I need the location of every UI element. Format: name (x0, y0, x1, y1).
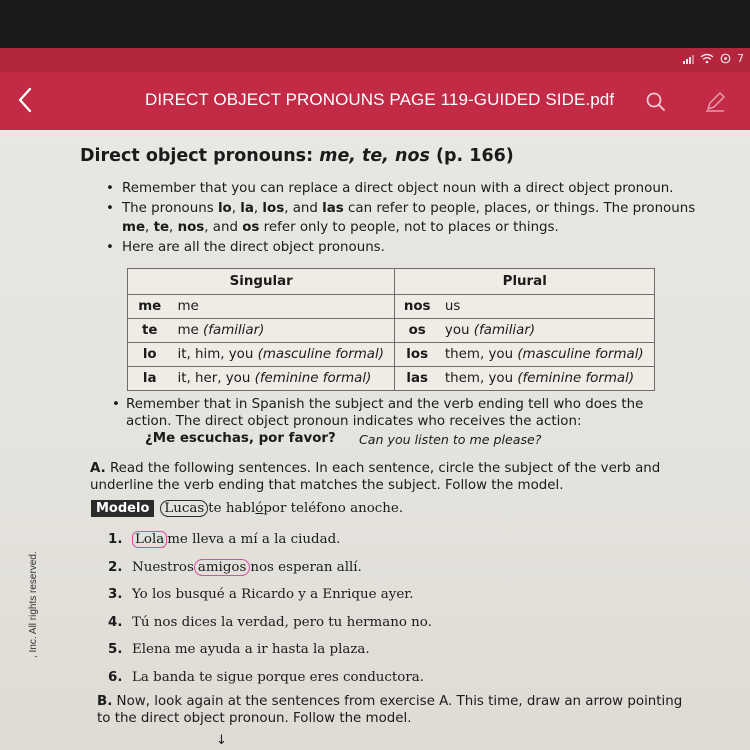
bullet-2-me: me (122, 220, 146, 235)
meaning-note: (masculine formal) (257, 347, 384, 362)
exercise-b-instructions (97, 693, 697, 727)
status-bar (0, 48, 750, 72)
meaning-note: (familiar) (203, 323, 265, 338)
plural-pronoun: las (395, 367, 439, 391)
pdf-nav-bar (0, 72, 750, 130)
table-row (128, 295, 655, 319)
search-icon (644, 90, 668, 114)
item-number: 4. (108, 614, 123, 630)
sentence-text: Yo los busqué a Ricardo y a Enrique ayer. (132, 587, 414, 603)
plural-header: Plural (395, 269, 655, 295)
table-row (128, 319, 655, 343)
intro-bullets (104, 179, 704, 257)
meaning-note: (feminine formal) (254, 371, 372, 386)
exercise-a-label: A. (90, 461, 106, 476)
bullet-2-nos: nos (177, 220, 205, 235)
sentence-text: Tú nos dices la verdad, pero tu hermano no. (132, 614, 432, 630)
meaning-text: me (177, 299, 199, 314)
plural-meaning (439, 343, 655, 367)
document-title: DIRECT OBJECT PRONOUNS PAGE 119-GUIDED SIDE.pdf (145, 90, 615, 109)
bullet-2-text: The pronouns (122, 200, 218, 216)
meaning-text: them, you (444, 371, 518, 386)
bullet-2-sep: , (169, 220, 178, 235)
item-number: 1. (108, 532, 123, 548)
signal-icon (683, 54, 694, 64)
meaning-text: them, you (444, 347, 518, 362)
wifi-icon (700, 53, 714, 64)
model-verb: te habl (208, 501, 256, 516)
singular-meaning (172, 343, 395, 367)
bullet-2-te: te (153, 220, 170, 235)
back-button[interactable] (8, 80, 42, 120)
plural-pronoun: los (395, 343, 439, 367)
plural-meaning (439, 367, 655, 391)
list-item (108, 609, 432, 637)
bullet-2-os: os (242, 220, 260, 235)
heading-page-ref: (p. 166) (429, 146, 514, 166)
arrow-down-icon: ↓ (216, 733, 227, 748)
meaning-text: it, her, you (177, 371, 255, 386)
bullet-1: • Remember that you can replace a direct object noun with a direct object pronoun. (104, 179, 704, 199)
singular-pronoun: la (128, 367, 172, 391)
bullet-2-sep: , and (204, 220, 243, 235)
pdf-page (0, 130, 750, 750)
bullet-2-la: la (240, 200, 254, 216)
sentence-text: Elena me ayuda a ir hasta la plaza. (132, 642, 370, 658)
table-row (128, 367, 655, 391)
meaning-text: us (444, 299, 461, 314)
bullet-3: • Here are all the direct object pronouns. (104, 238, 704, 258)
bullet-2-las: las (322, 200, 344, 216)
meaning-text: me (177, 323, 204, 338)
singular-meaning (172, 367, 395, 391)
exercise-b-label: B. (97, 694, 113, 709)
remember-note (110, 396, 690, 430)
remember-bullet: • Remember that in Spanish the subject and the verb ending tell who does the action. The direct object pronoun indicates who receives the action: (110, 396, 690, 430)
plural-pronoun: nos (395, 295, 439, 319)
plural-meaning (439, 319, 655, 343)
pen-icon (703, 90, 727, 114)
sentence-text: nos esperan allí. (250, 559, 362, 575)
exercise-b-text: Now, look again at the sentences from exercise A. This time, draw an arrow pointing to the direct object pronoun. Follow the model. (97, 694, 683, 726)
sentence-text: Nuestros (132, 559, 194, 575)
plural-meaning (439, 295, 655, 319)
exercise-a-instructions (90, 460, 680, 494)
list-item (108, 554, 432, 582)
model-sentence (91, 500, 403, 517)
annotated-subject: Lola (132, 531, 167, 548)
section-heading (80, 146, 514, 166)
modelo-badge: Modelo (91, 500, 154, 517)
model-subject: Lucas (160, 500, 208, 517)
model-rest: por teléfono anoche. (263, 501, 404, 516)
list-item (108, 664, 432, 692)
example-english: Can you listen to me please? (359, 432, 542, 447)
singular-pronoun: te (128, 319, 172, 343)
singular-pronoun: me (128, 295, 172, 319)
example-sentence (145, 431, 542, 447)
search-button[interactable] (644, 90, 668, 114)
bullet-2-text: refer only to people, not to places or things. (259, 220, 559, 235)
singular-meaning (172, 319, 395, 343)
heading-pronouns: me, te, nos (319, 146, 430, 166)
bullet-2-text: can refer to people, places, or things. The pronouns (343, 200, 696, 216)
table-header-row (128, 269, 655, 295)
bullet-2-sep: , (231, 200, 241, 216)
copyright-note: , Inc. All rights reserved. (28, 551, 39, 658)
example-spanish: ¿Me escuchas, por favor? (145, 431, 336, 446)
list-item (108, 636, 432, 664)
sentence-text: La banda te sigue porque eres conductora. (132, 669, 424, 685)
list-item (108, 581, 432, 609)
bullet-2-los: los (262, 200, 285, 216)
annotated-subject: amigos (194, 559, 250, 576)
meaning-note: (familiar) (473, 323, 536, 338)
item-number: 3. (108, 587, 123, 603)
table-row (128, 343, 655, 367)
meaning-text: you (444, 323, 474, 338)
bullet-2-lo: lo (217, 200, 232, 216)
singular-meaning (172, 295, 395, 319)
exercise-a-text: Read the following sentences. In each sentence, circle the subject of the verb and underline the verb ending that matches the subject. Follow the model. (90, 461, 661, 493)
device-bezel (0, 0, 750, 48)
status-icons (683, 52, 744, 65)
meaning-note: (feminine formal) (517, 371, 635, 386)
singular-pronoun: lo (128, 343, 172, 367)
chevron-left-icon (17, 87, 33, 113)
bullet-2-sep: , (145, 220, 154, 235)
bullet-2 (104, 199, 704, 238)
meaning-note: (masculine formal) (517, 347, 644, 362)
heading-prefix: Direct object pronouns: (80, 146, 320, 166)
markup-button[interactable] (703, 90, 727, 114)
pronoun-table (127, 268, 655, 391)
sentence-text: me lleva a mí a la ciudad. (167, 532, 341, 548)
list-item (108, 526, 432, 554)
model-verb-ending: ó (255, 501, 264, 516)
location-icon (720, 53, 731, 64)
bullet-2-sep: , and (284, 200, 323, 216)
meaning-text: it, him, you (177, 347, 258, 362)
item-number: 5. (108, 642, 123, 658)
item-number: 6. (108, 669, 123, 685)
singular-header: Singular (128, 269, 395, 295)
exercise-a-sentences (108, 526, 432, 691)
item-number: 2. (108, 559, 123, 575)
bullet-2-sep: , (253, 200, 263, 216)
plural-pronoun: os (395, 319, 439, 343)
battery-percent: 7 (737, 52, 744, 65)
